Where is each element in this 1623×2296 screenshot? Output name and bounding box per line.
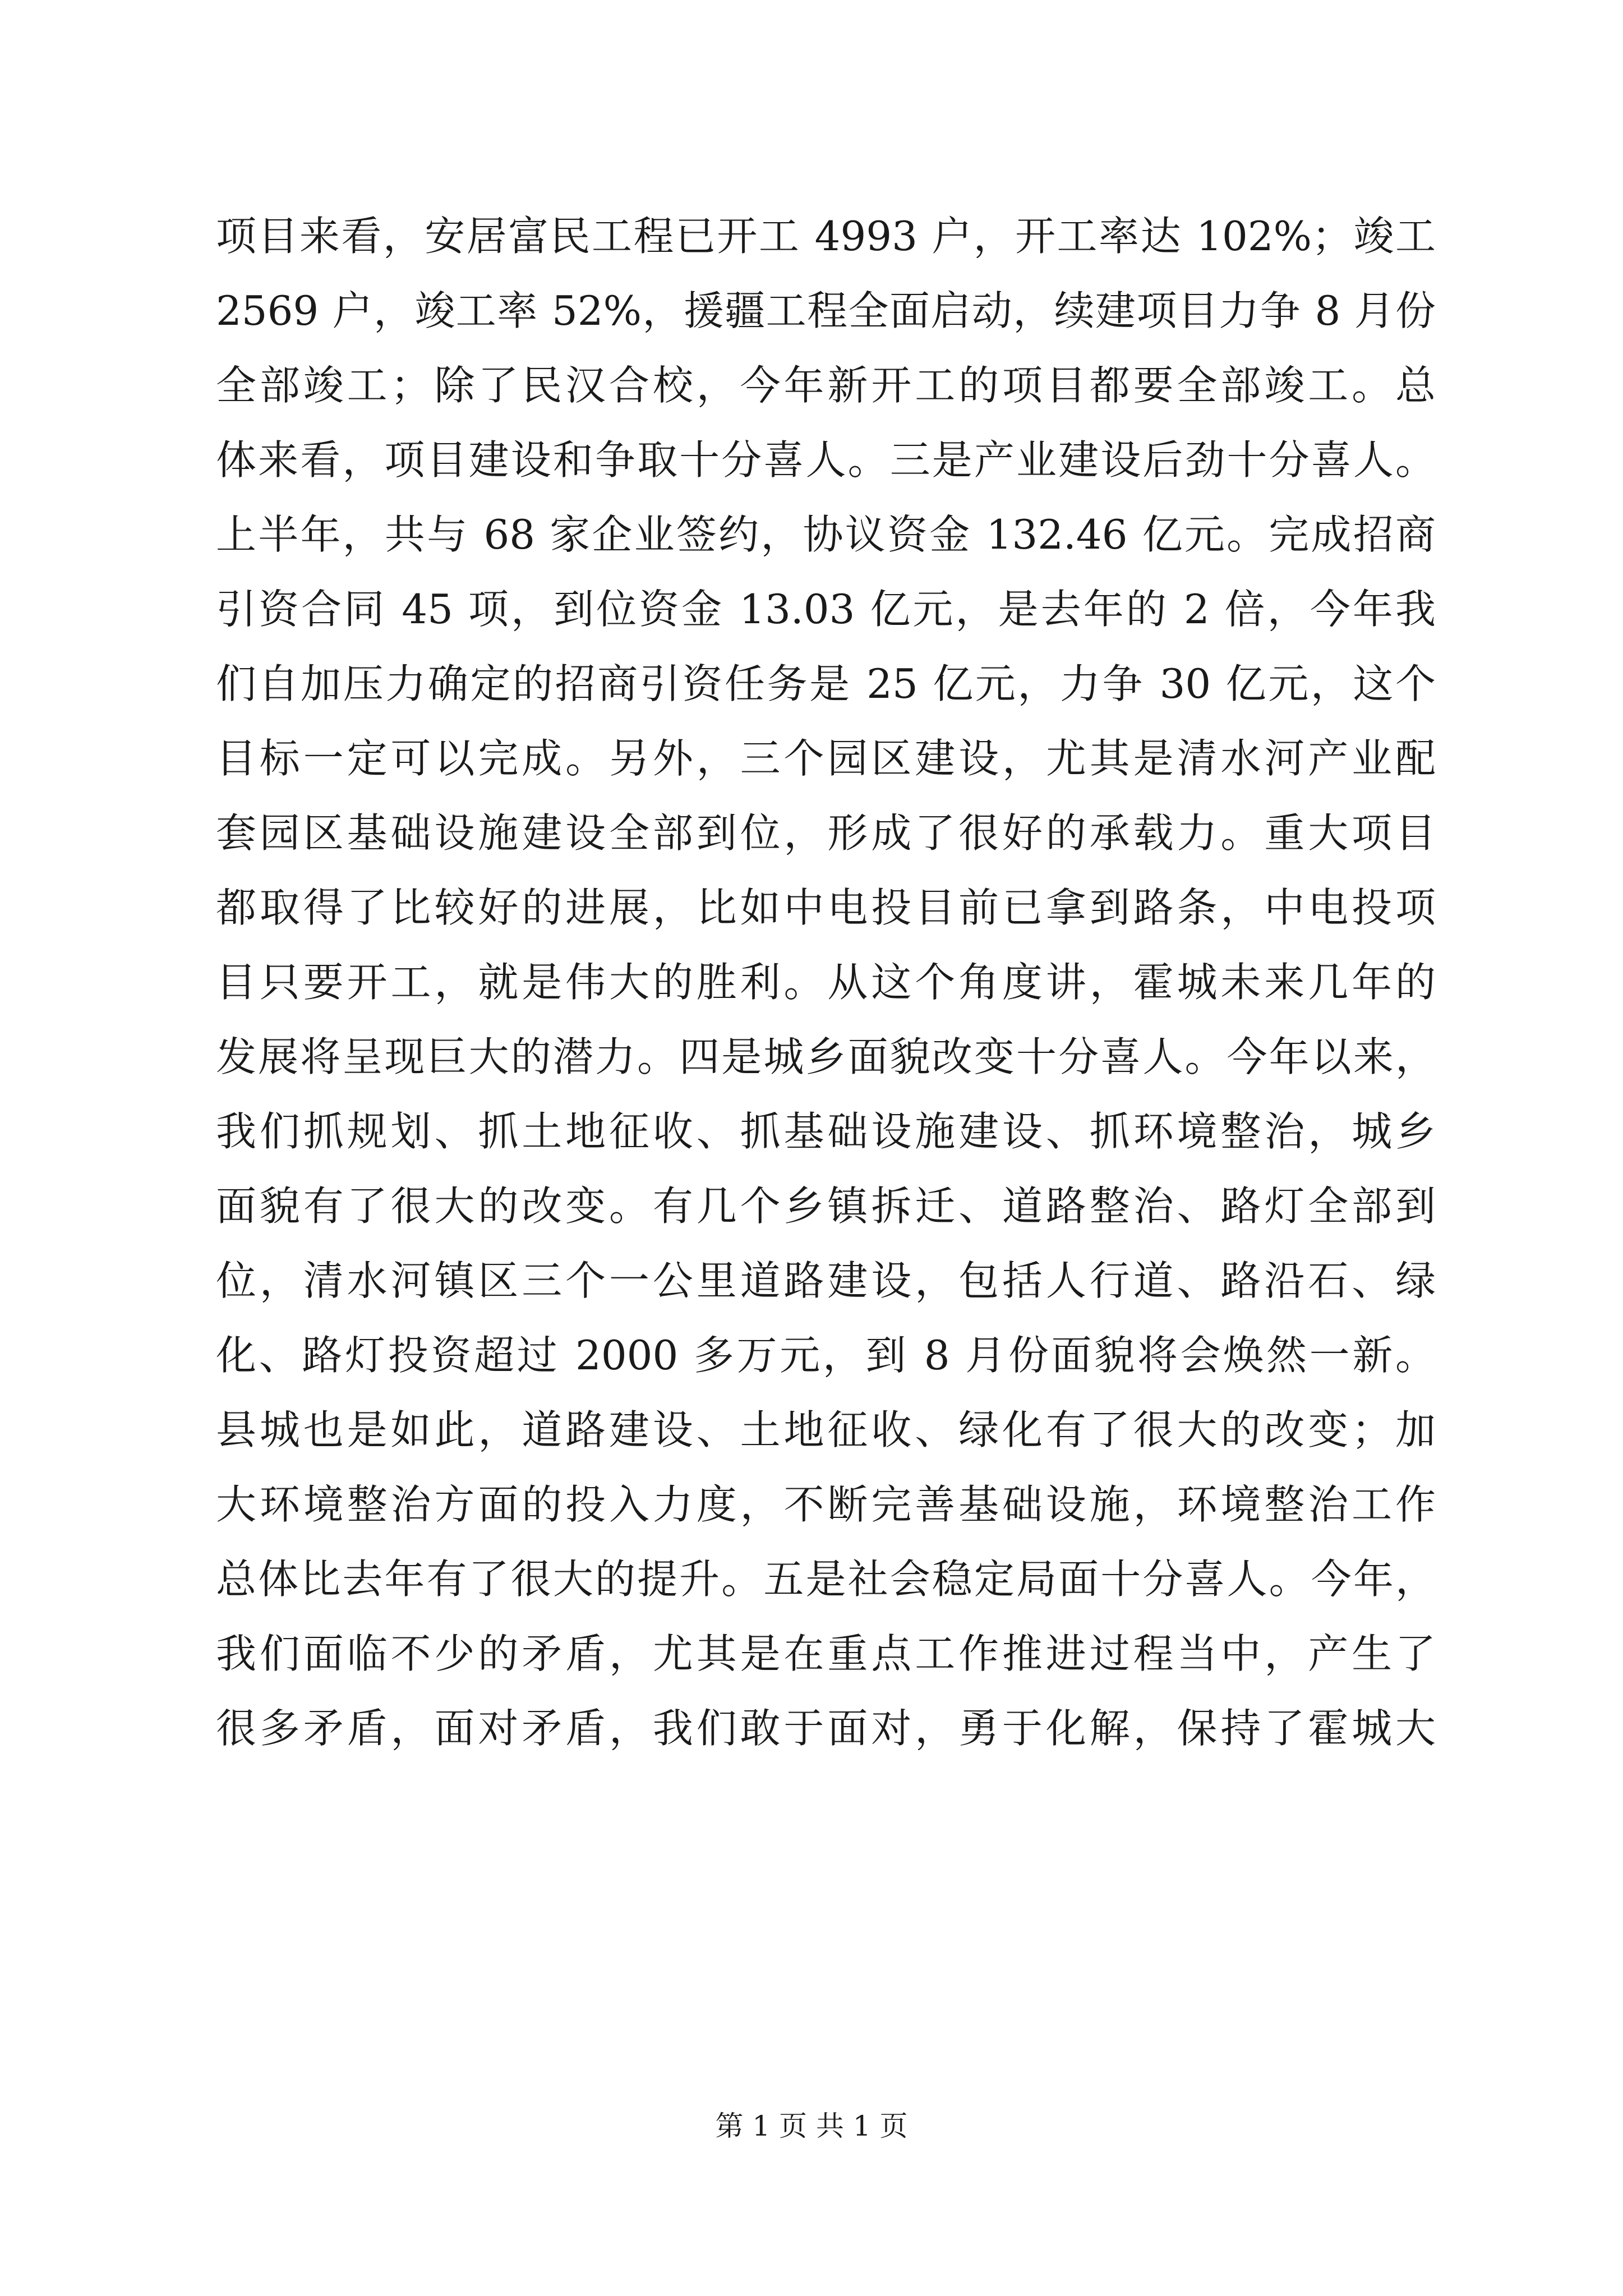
text-line: 项目来看，安居富民工程已开工 4993 户，开工率达 102%；竣工 <box>216 213 1436 260</box>
text-line: 位，清水河镇区三个一公里道路建设，包括人行道、路沿石、绿 <box>216 1257 1436 1304</box>
text-line: 我们抓规划、抓土地征收、抓基础设施建设、抓环境整治，城乡 <box>216 1108 1436 1155</box>
text-line: 2569 户，竣工率 52%，援疆工程全面启动，续建项目力争 8 月份 <box>216 287 1436 334</box>
text-line: 都取得了比较好的进展，比如中电投目前已拿到路条，中电投项 <box>216 884 1436 931</box>
text-line: 化、路灯投资超过 2000 多万元，到 8 月份面貌将会焕然一新。 <box>216 1332 1436 1379</box>
text-line: 总体比去年有了很大的提升。五是社会稳定局面十分喜人。今年， <box>216 1556 1436 1603</box>
text-line: 们自加压力确定的招商引资任务是 25 亿元，力争 30 亿元，这个 <box>216 660 1436 707</box>
body-text <box>216 199 1436 1766</box>
text-line: 目只要开工，就是伟大的胜利。从这个角度讲，霍城未来几年的 <box>216 959 1436 1006</box>
text-line: 我们面临不少的矛盾，尤其是在重点工作推进过程当中，产生了 <box>216 1630 1436 1677</box>
text-line: 发展将呈现巨大的潜力。四是城乡面貌改变十分喜人。今年以来， <box>216 1033 1436 1080</box>
text-line: 大环境整治方面的投入力度，不断完善基础设施，环境整治工作 <box>216 1481 1436 1528</box>
text-line: 上半年，共与 68 家企业签约，协议资金 132.46 亿元。完成招商 <box>216 511 1436 558</box>
text-line: 目标一定可以完成。另外，三个园区建设，尤其是清水河产业配 <box>216 735 1436 782</box>
text-line: 引资合同 45 项，到位资金 13.03 亿元，是去年的 2 倍，今年我 <box>216 586 1436 633</box>
text-line: 很多矛盾，面对矛盾，我们敢于面对，勇于化解，保持了霍城大 <box>216 1705 1436 1752</box>
text-line: 县城也是如此，道路建设、土地征收、绿化有了很大的改变；加 <box>216 1406 1436 1453</box>
text-line: 面貌有了很大的改变。有几个乡镇拆迁、道路整治、路灯全部到 <box>216 1182 1436 1230</box>
text-line: 体来看，项目建设和争取十分喜人。三是产业建设后劲十分喜人。 <box>216 436 1436 484</box>
text-line: 全部竣工；除了民汉合校，今年新开工的项目都要全部竣工。总 <box>216 362 1436 409</box>
text-line: 套园区基础设施建设全部到位，形成了很好的承载力。重大项目 <box>216 809 1436 857</box>
page-footer: 第 1 页 共 1 页 <box>715 2110 908 2142</box>
